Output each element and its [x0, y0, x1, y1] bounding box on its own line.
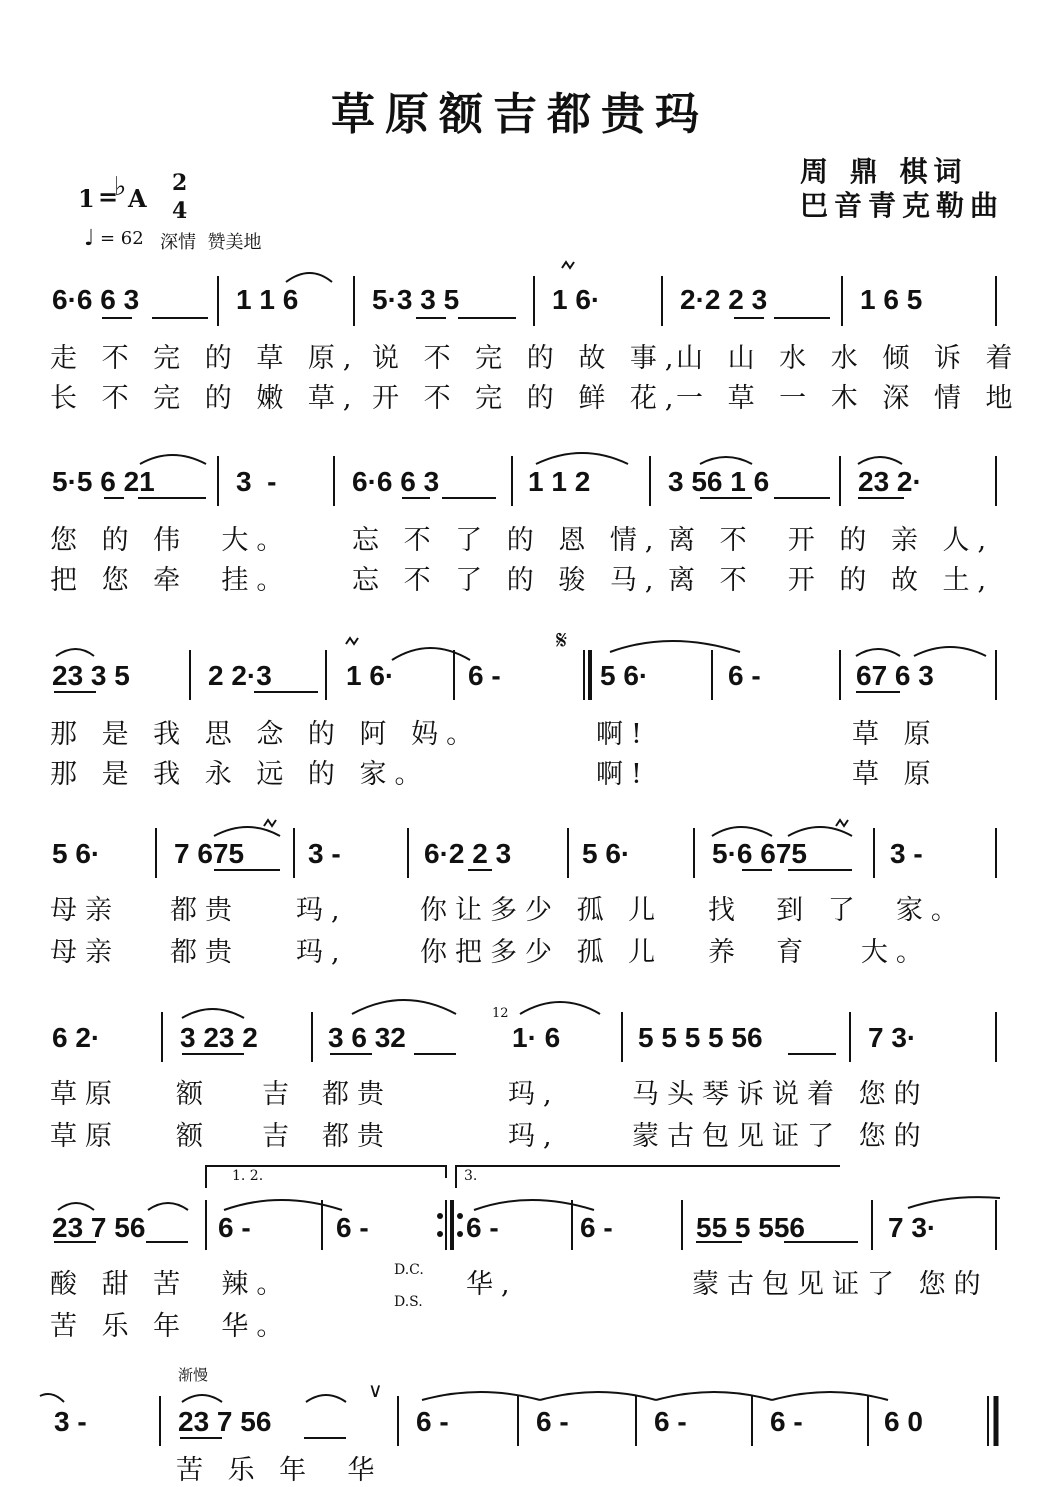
tempo-value: = 62	[100, 228, 144, 249]
notes-bar: 5·6 675	[712, 838, 807, 869]
lyric-verse2: 长 不 完 的 嫩 草,	[50, 383, 360, 414]
notes-bar: 6 -	[468, 660, 501, 691]
notes-bar: 1 6·	[346, 660, 395, 691]
notes-bar: 55 5 556	[696, 1212, 805, 1243]
lyricist-credit: 周 鼎 棋词	[800, 155, 968, 188]
notes-bar: 7 3·	[868, 1022, 917, 1053]
volta-3-label: 3.	[464, 1168, 478, 1184]
dal-segno-label: D.S.	[394, 1294, 423, 1310]
notes-bar: 3 23 2	[180, 1022, 258, 1053]
notes-bar: 3 6 32	[328, 1022, 406, 1053]
lyric-verse2: 草原	[50, 1121, 120, 1152]
notes-bar: 3 -	[308, 838, 341, 869]
notes-bar: 6·6 6 3	[52, 284, 140, 315]
lyric-verse1: 草原	[50, 1079, 120, 1110]
notes-bar: 3 -	[54, 1406, 87, 1437]
notes-bar: 23 2·	[858, 466, 922, 497]
flat-sign: ♭	[114, 172, 127, 202]
lyric-verse2: 一 草 一 木 深 情 地	[676, 383, 1021, 414]
quarter-note-icon: ♩	[84, 226, 95, 251]
notes-bar: 5 6·	[600, 660, 649, 691]
lyric-verse2: 那 是 我 永 远 的 家。	[50, 759, 430, 790]
lyric-verse2: 啊!	[596, 759, 650, 790]
notes-bar: 23 3 5	[52, 660, 130, 691]
notes-bar: 5·5 6 21	[52, 466, 155, 497]
time-signature-bottom: 4	[172, 198, 188, 224]
notes-bar: 5·3 3 5	[372, 284, 460, 315]
tempo-expression: 深情 赞美地	[160, 232, 262, 253]
lyric-verse1: 玛,	[508, 1079, 560, 1110]
notes-bar: 6 -	[416, 1406, 449, 1437]
lyric-verse1: 苦 乐 年 华	[176, 1455, 383, 1486]
lyric-verse2: 都贵	[322, 1121, 392, 1152]
lyric-verse1: 离 不 开 的 亲 人,	[668, 525, 995, 556]
lyric-verse1: 忘 不 了 的 恩 情,	[352, 525, 662, 556]
lyric-verse1: 都贵	[322, 1079, 392, 1110]
notes-bar: 23 7 56	[52, 1212, 146, 1243]
notes-bar: 3 56 1 6	[668, 466, 770, 497]
key-note: A	[128, 184, 147, 213]
composer-credit: 巴音青克勒曲	[800, 189, 1005, 222]
lyric-verse1: 蒙古包见证了 您的	[692, 1269, 989, 1300]
lyric-verse2: 额	[176, 1121, 211, 1152]
song-title: 草原额吉都贵玛	[331, 89, 709, 140]
notes-bar: 6 -	[654, 1406, 687, 1437]
lyric-verse1: 你让多少 孤 儿	[420, 895, 664, 926]
lyric-verse1: 母亲	[50, 895, 120, 926]
notes-bar: 5 6·	[52, 838, 101, 869]
key-equals: =	[98, 182, 119, 211]
lyric-verse2: 吉	[262, 1121, 297, 1152]
notes-bar: 5 5 5 5 56	[638, 1022, 763, 1053]
measure-number: 12	[492, 1006, 509, 1021]
lyric-verse1: 华,	[466, 1269, 518, 1300]
notes-bar: 7 3·	[888, 1212, 937, 1243]
notes-bar: 5 6·	[582, 838, 631, 869]
notes-bar: 3 -	[890, 838, 923, 869]
notes-bar: 1· 6	[512, 1022, 561, 1053]
notes-bar: 6 2·	[52, 1022, 101, 1053]
key-prefix: 1	[78, 184, 95, 213]
notes-bar: 1 1 2	[528, 466, 591, 497]
notes-bar: 7 675	[174, 838, 245, 869]
ritardando-marking: 渐慢	[178, 1366, 209, 1384]
lyric-verse2: 你把多少 孤 儿	[420, 937, 664, 968]
notes-bar: 2·2 2 3	[680, 284, 768, 315]
notes-bar: 6 -	[336, 1212, 369, 1243]
lyric-verse1: 山 山 水 水 倾 诉 着	[676, 343, 1021, 374]
notes-bar: 6·2 2 3	[424, 838, 512, 869]
notes-bar: 3 -	[236, 466, 277, 497]
lyric-verse2: 开 不 完 的 鲜 花,	[372, 383, 682, 414]
lyric-verse1: 都贵	[170, 895, 240, 926]
notes-bar: 6 -	[728, 660, 761, 691]
lyric-verse1: 马头琴诉说着 您的	[632, 1079, 929, 1110]
notes-bar: 6 0	[884, 1406, 923, 1437]
notes-bar: 67 6 3	[856, 660, 934, 691]
lyric-verse2: 蒙古包见证了 您的	[632, 1121, 929, 1152]
notes-bar: 1 6·	[552, 284, 601, 315]
lyric-verse1: 那 是 我 思 念 的 阿 妈。	[50, 719, 482, 750]
lyric-verse1: 走 不 完 的 草 原,	[50, 343, 360, 374]
notes-bar: 6 -	[218, 1212, 251, 1243]
segno-icon: 𝄋	[556, 626, 568, 656]
lyric-verse2: 母亲	[50, 937, 120, 968]
lyric-verse2: 玛,	[508, 1121, 560, 1152]
lyric-verse1: 额	[176, 1079, 211, 1110]
lyric-verse2: 忘 不 了 的 骏 马,	[352, 565, 662, 596]
lyric-verse1: 草 原	[852, 719, 939, 750]
volta-1-2-label: 1. 2.	[232, 1168, 264, 1184]
da-capo-label: D.C.	[394, 1262, 424, 1278]
lyric-verse1: 玛,	[296, 895, 348, 926]
lyric-verse2: 草 原	[852, 759, 939, 790]
lyric-verse1: 酸 甜 苦 辣。	[50, 1269, 292, 1300]
breath-mark-icon: ∨	[368, 1378, 383, 1402]
notes-bar: 6 -	[580, 1212, 613, 1243]
lyric-verse2: 养 育 大。	[708, 937, 931, 968]
notes-bar: 6 -	[770, 1406, 803, 1437]
lyric-verse2: 离 不 开 的 故 土,	[668, 565, 995, 596]
lyric-verse1: 找 到 了 家。	[708, 895, 966, 926]
notes-bar: 6 -	[466, 1212, 499, 1243]
notes-bar: 1 6 5	[860, 284, 923, 315]
lyric-verse1: 说 不 完 的 故 事,	[372, 343, 682, 374]
notes-bar: 6·6 6 3	[352, 466, 440, 497]
lyric-verse2: 都贵	[170, 937, 240, 968]
lyric-verse1: 啊!	[596, 719, 650, 750]
lyric-verse2: 玛,	[296, 937, 348, 968]
notes-bar: 23 7 56	[178, 1406, 272, 1437]
lyric-verse2: 把 您 牵 挂。	[50, 565, 292, 596]
lyric-verse1: 您 的 伟 大。	[50, 525, 292, 556]
time-signature-top: 2	[172, 170, 188, 196]
notes-bar: 1 1 6	[236, 284, 299, 315]
lyric-verse2: 苦 乐 年 华。	[50, 1311, 292, 1342]
notes-bar: 6 -	[536, 1406, 569, 1437]
lyric-verse1: 吉	[262, 1079, 297, 1110]
notes-bar: 2 2·3	[208, 660, 272, 691]
